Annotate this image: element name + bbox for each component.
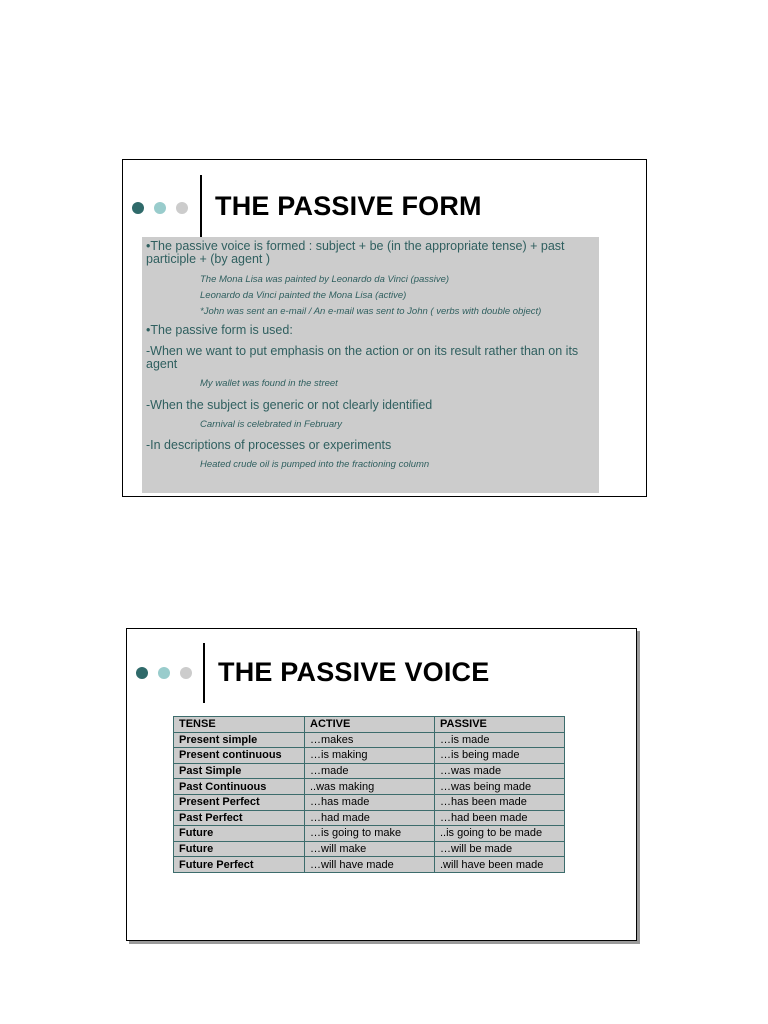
bullet-dot-mid-icon xyxy=(158,667,170,679)
slide-passive-form xyxy=(122,159,647,497)
active-cell: …will make xyxy=(305,841,435,857)
table-row xyxy=(174,794,565,810)
example-text: Leonardo da Vinci painted the Mona Lisa (active) xyxy=(200,290,407,301)
example-text: Carnival is celebrated in February xyxy=(200,419,343,430)
table-row xyxy=(174,826,565,842)
passive-cell: …has been made xyxy=(435,794,565,810)
table-header-cell: ACTIVE xyxy=(305,717,435,733)
title-divider xyxy=(200,175,202,239)
bullet-dot-dark-icon xyxy=(132,202,144,214)
slide-title: THE PASSIVE VOICE xyxy=(218,657,490,687)
example-text: *John was sent an e-mail / An e-mail was sent to John ( verbs with double object) xyxy=(200,306,542,317)
active-cell: …has made xyxy=(305,794,435,810)
bullet-dot-light-icon xyxy=(180,667,192,679)
content-box xyxy=(142,237,599,493)
table-row xyxy=(174,810,565,826)
active-cell: …made xyxy=(305,763,435,779)
passive-cell: …will be made xyxy=(435,841,565,857)
tense-cell: Present Perfect xyxy=(174,794,305,810)
use-case-text: -When the subject is generic or not clearly identified xyxy=(146,398,433,412)
table-row xyxy=(174,748,565,764)
tense-cell: Present simple xyxy=(174,732,305,748)
tense-cell: Future xyxy=(174,826,305,842)
active-cell: …is making xyxy=(305,748,435,764)
passive-cell: …had been made xyxy=(435,810,565,826)
table-row xyxy=(174,732,565,748)
bullet-dot-dark-icon xyxy=(136,667,148,679)
active-cell: …is going to make xyxy=(305,826,435,842)
active-cell: …makes xyxy=(305,732,435,748)
slide-passive-voice xyxy=(126,628,637,941)
title-divider xyxy=(203,643,205,703)
bullet-dot-light-icon xyxy=(176,202,188,214)
passive-cell: …was made xyxy=(435,763,565,779)
bullet-dot-mid-icon xyxy=(154,202,166,214)
tense-cell: Past Perfect xyxy=(174,810,305,826)
active-cell: …had made xyxy=(305,810,435,826)
passive-cell: …is being made xyxy=(435,748,565,764)
passive-cell: ..is going to be made xyxy=(435,826,565,842)
passive-cell: …was being made xyxy=(435,779,565,795)
example-text: Heated crude oil is pumped into the fractioning column xyxy=(200,459,430,470)
tense-cell: Future xyxy=(174,841,305,857)
example-text: The Mona Lisa was painted by Leonardo da Vinci (passive) xyxy=(200,274,450,285)
tense-cell: Past Simple xyxy=(174,763,305,779)
table-row xyxy=(174,841,565,857)
active-cell: ..was making xyxy=(305,779,435,795)
used-heading: •The passive form is used: xyxy=(146,323,293,337)
passive-cell: …is made xyxy=(435,732,565,748)
passive-cell: .will have been made xyxy=(435,857,565,873)
use-case-text: -In descriptions of processes or experiments xyxy=(146,438,392,452)
intro-text: •The passive voice is formed : subject + be (in the appropriate tense) + past participle + (by agent ) xyxy=(146,239,565,266)
use-case-text: -When we want to put emphasis on the action or on its result rather than on its agent xyxy=(146,344,579,371)
example-text: My wallet was found in the street xyxy=(200,378,338,389)
table-header-row xyxy=(174,717,565,733)
tense-cell: Future Perfect xyxy=(174,857,305,873)
slide-title: THE PASSIVE FORM xyxy=(215,191,482,221)
table-row xyxy=(174,779,565,795)
table-header-cell: TENSE xyxy=(174,717,305,733)
table-row xyxy=(174,857,565,873)
active-cell: …will have made xyxy=(305,857,435,873)
tense-cell: Past Continuous xyxy=(174,779,305,795)
tense-table xyxy=(173,716,565,873)
tense-cell: Present continuous xyxy=(174,748,305,764)
table-header-cell: PASSIVE xyxy=(435,717,565,733)
table-row xyxy=(174,763,565,779)
